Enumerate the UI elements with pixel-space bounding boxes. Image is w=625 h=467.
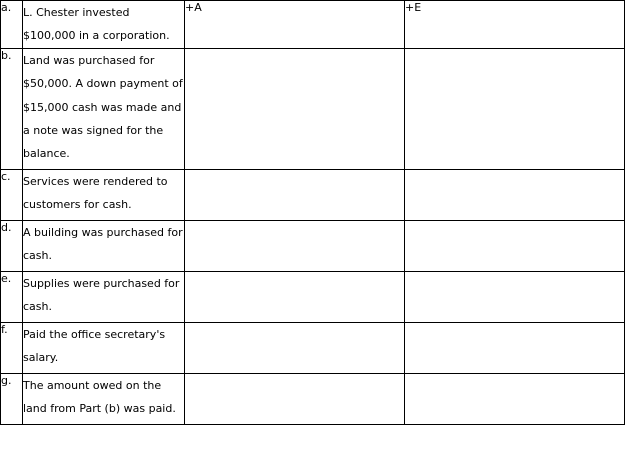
equity-cell[interactable] (405, 374, 625, 425)
row-letter: d. (1, 221, 23, 272)
table-row (1, 170, 625, 221)
table-row (1, 221, 625, 272)
row-description: L. Chester invested $100,000 in a corporation. (23, 1, 185, 49)
equity-cell[interactable] (405, 49, 625, 170)
row-description: Paid the office secretary's salary. (23, 323, 185, 374)
equity-cell[interactable] (405, 323, 625, 374)
assets-cell[interactable] (185, 49, 405, 170)
row-letter: f. (1, 323, 23, 374)
table-row (1, 272, 625, 323)
assets-cell[interactable] (185, 374, 405, 425)
assets-cell[interactable] (185, 272, 405, 323)
assets-cell[interactable]: +A (185, 1, 405, 49)
row-description: Land was purchased for $50,000. A down payment of $15,000 cash was made and a note was signed for the balance. (23, 49, 185, 170)
assets-cell[interactable] (185, 323, 405, 374)
row-letter: g. (1, 374, 23, 425)
row-letter: e. (1, 272, 23, 323)
table-row (1, 49, 625, 170)
row-description: Supplies were purchased for cash. (23, 272, 185, 323)
equity-cell[interactable] (405, 272, 625, 323)
row-letter: a. (1, 1, 23, 49)
assets-cell[interactable] (185, 170, 405, 221)
table-row (1, 1, 625, 49)
row-description: Services were rendered to customers for cash. (23, 170, 185, 221)
row-letter: c. (1, 170, 23, 221)
equity-cell[interactable] (405, 221, 625, 272)
row-description: A building was purchased for cash. (23, 221, 185, 272)
row-description: The amount owed on the land from Part (b) was paid. (23, 374, 185, 425)
equity-cell[interactable]: +E (405, 1, 625, 49)
table-row (1, 374, 625, 425)
table-row (1, 323, 625, 374)
equity-cell[interactable] (405, 170, 625, 221)
row-letter: b. (1, 49, 23, 170)
assets-cell[interactable] (185, 221, 405, 272)
